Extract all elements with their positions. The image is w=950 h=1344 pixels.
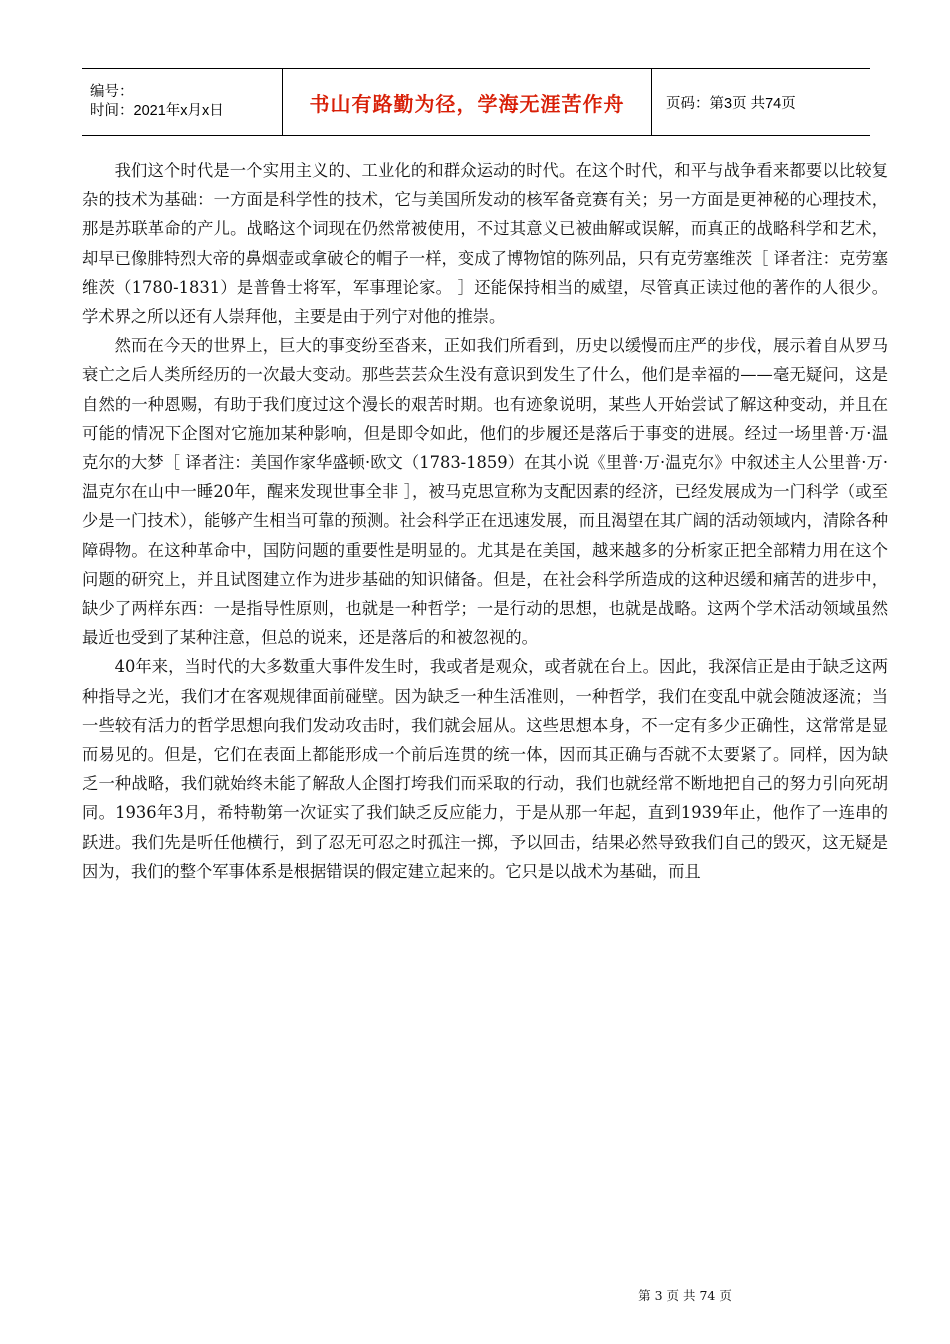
header-page-info [652,69,870,135]
page-footer [600,1286,770,1304]
header-motto: 书山有路勤为径，学海无涯苦作舟 [309,91,625,116]
paragraph-2: 然而在今天的世界上，巨大的事变纷至沓来，正如我们所看到，历史以缓慢而庄严的步伐，展示着自从罗马衰亡之后人类所经历的一次最大变动。那些芸芸众生没有意识到发生了什么，他们是幸福的——毫无疑问，这是自然的一种恩赐，有助于我们度过这个漫长的艰苦时期。也有迹象说明，某些人开始尝试了解这种变动，并且在可能的情况下企图对它施加某种影响，但是即令如此，他们的步履还是落后于事变的进展。经过一场里普·万·温克尔的大梦［ 译者注：美国作家华盛顿·欧文（1783-1859）在其小说《里普·万·温克尔》中叙述主人公里普·万·温克尔在山中一睡20年，醒来发现世事全非 ］，被马克思宣称为支配因素的经济，已经发展成为一门科学（或至少是一门技术），能够产生相当可靠的预测。社会科学正在迅速发展，而且渴望在其广阔的活动领域内，清除各种障碍物。在这种革命中，国防问题的重要性是明显的。尤其是在美国，越来越多的分析家正把全部精力用在这个问题的研究上，并且试图建立作为进步基础的知识储备。但是，在社会科学所造成的这种迟缓和痛苦的进步中，缺少了两样东西：一是指导性原则，也就是一种哲学；一是行动的思想，也就是战略。这两个学术活动领域虽然最近也受到了某种注意，但总的说来，还是落后的和被忽视的。 [82,336,888,648]
footer-page-number: 第 3 页 共 74 页 [638,1288,732,1303]
document-body [82,156,888,886]
time-label: 时间：2021年x月x日 [90,103,224,119]
paragraph-1: 我们这个时代是一个实用主义的、工业化的和群众运动的时代。在这个时代，和平与战争看来都要以比较复杂的技术为基础：一方面是科学性的技术，它与美国所发动的核军备竞赛有关；另一方面是更神秘的心理技术，那是苏联革命的产儿。战略这个词现在仍然常被使用，不过其意义已被曲解或误解，而真正的战略科学和艺术，却早已像腓特烈大帝的鼻烟壶或拿破仑的帽子一样，变成了博物馆的陈列品，只有克劳塞维茨［ 译者注：克劳塞维茨（1780-1831）是普鲁士将军，军事理论家。 ］还能保持相当的威望，尽管真正读过他的著作的人很少。学术界之所以还有人崇拜他，主要是由于列宁对他的推崇。 [82,161,888,327]
header-meta [82,69,282,135]
paragraph-3: 40年来，当时代的大多数重大事件发生时，我或者是观众，或者就在台上。因此，我深信正是由于缺乏这两种指导之光，我们才在客观规律面前碰壁。因为缺乏一种生活准则，一种哲学，我们在变乱中就会随波逐流；当一些较有活力的哲学思想向我们发动攻击时，我们就会屈从。这些思想本身，不一定有多少正确性，这常常是显而易见的。但是，它们在表面上都能形成一个前后连贯的统一体，因而其正确与否就不太要紧了。同样，因为缺乏一种战略，我们就始终未能了解敌人企图打垮我们而采取的行动，我们也就经常不断地把自己的努力引向死胡同。1936年3月，希特勒第一次证实了我们缺乏反应能力，于是从那一年起，直到1939年止，他作了一连串的跃进。我们先是听任他横行，到了忍无可忍之时孤注一掷，予以回击，结果必然导致我们自己的毁灭，这无疑是因为，我们的整个军事体系是根据错误的假定建立起来的。它只是以战术为基础，而且 [82,657,888,881]
page-info-text: 页码：第3页 共74页 [666,95,796,112]
page-header [82,68,870,136]
header-motto-cell [282,69,652,135]
serial-label: 编号： [90,84,134,100]
